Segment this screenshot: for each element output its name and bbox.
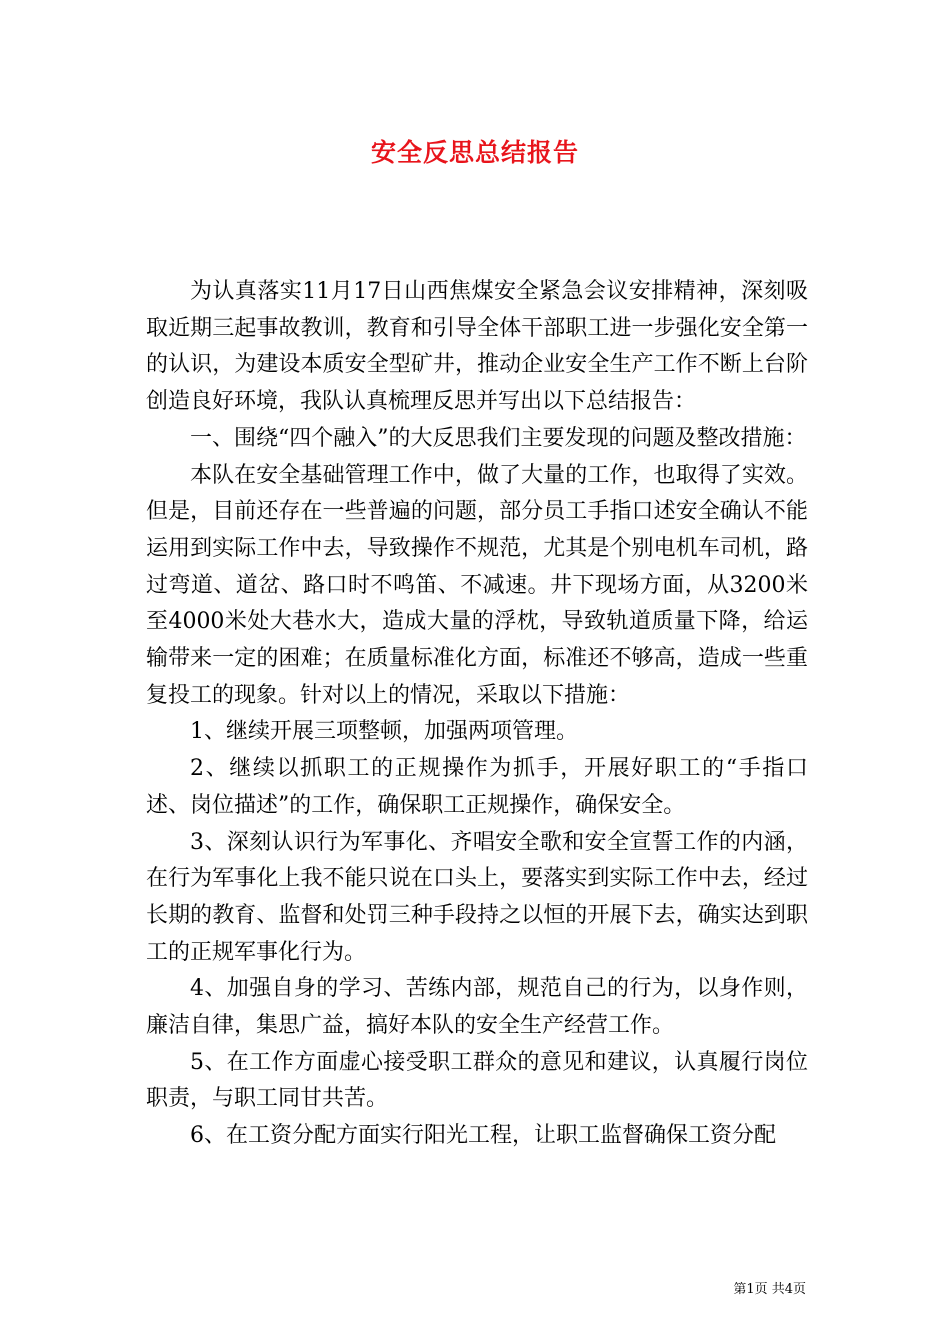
paragraph-measure-3: 3、深刻认识行为军事化、齐唱安全歌和安全宣誓工作的内涵，在行为军事化上我不能只说在口头上，要落实到实际工作中去，经过长期的教育、监督和处罚三种手段持之以恒的开展下去，确实达到职工的正规军事化行为。 [146,829,808,965]
paragraph-section-heading: 一、围绕“四个融入”的大反思我们主要发现的问题及整改措施： [190,425,807,451]
paragraph-measure-6: 6、在工资分配方面实行阳光工程，让职工监督确保工资分配 [190,1123,776,1149]
paragraph-measure-2: 2、继续以抓职工的正规操作为抓手，开展好职工的“手指口述、岗位描述”的工作，确保职工正规操作，确保安全。 [146,756,808,818]
paragraph-problems: 本队在安全基础管理工作中，做了大量的工作，也取得了实效。但是，目前还存在一些普遍的问题，部分员工手指口述安全确认不能运用到实际工作中去，导致操作不规范，尤其是个别电机车司机，路过弯道、道岔、路口时不鸣笛、不减速。井下现场方面，从3200米至4000米处大巷水大，造成大量的浮枕，导致轨道质量下降，给运输带来一定的困难；在质量标准化方面，标准还不够高，造成一些重复投工的现象。针对以上的情况，采取以下措施： [146,462,808,708]
page-number: 第1页 共4页 [733,1282,806,1297]
paragraph-measure-1: 1、继续开展三项整顿，加强两项管理。 [190,719,578,745]
paragraph-intro: 为认真落实11月17日山西焦煤安全紧急会议安排精神，深刻吸取近期三起事故教训，教育和引导全体干部职工进一步强化安全第一的认识，为建设本质安全型矿井，推动企业安全生产工作不断上台阶创造良好环境，我队认真梳理反思并写出以下总结报告： [146,279,808,415]
paragraph-measure-4: 4、加强自身的学习、苦练内部，规范自己的行为，以身作则，廉洁自律，集思广益，搞好本队的安全生产经营工作。 [146,976,808,1039]
document-body [146,274,808,1155]
paragraph-measure-5: 5、在工作方面虚心接受职工群众的意见和建议，认真履行岗位职责，与职工同甘共苦。 [146,1049,808,1112]
document-title: 安全反思总结报告 [370,138,579,167]
